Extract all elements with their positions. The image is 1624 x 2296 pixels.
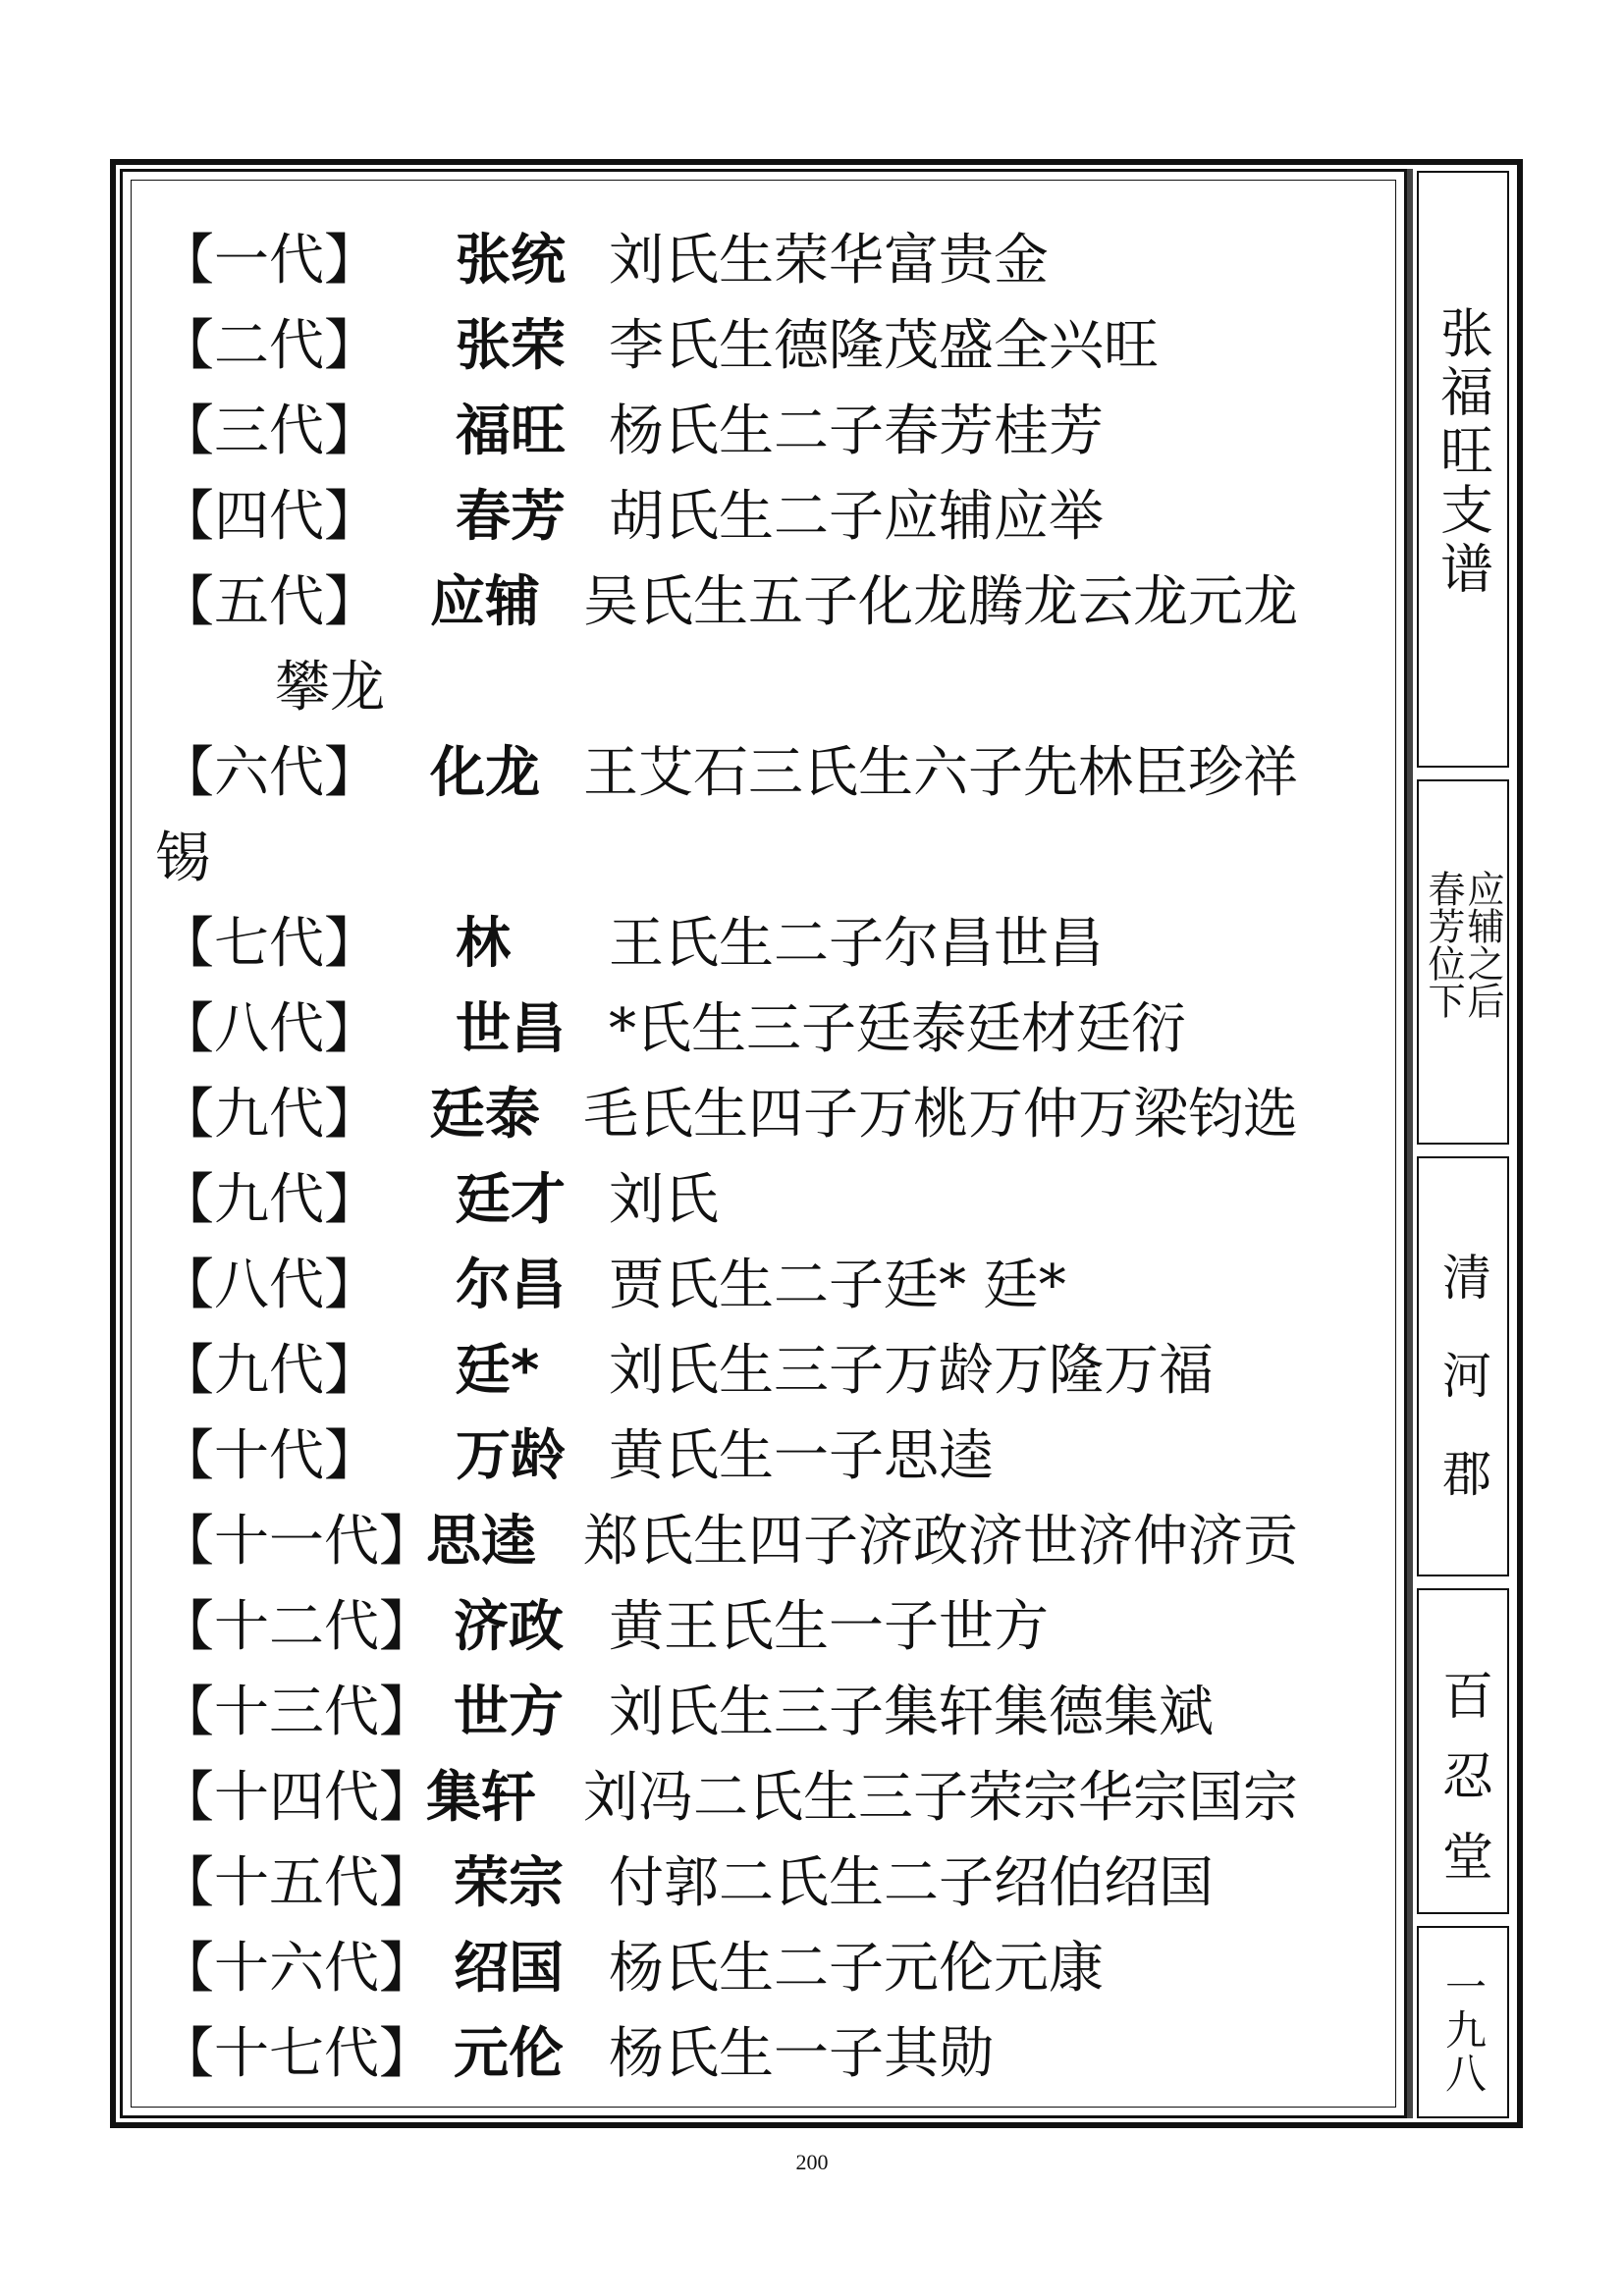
generation-label: 【十四代】: [159, 1766, 434, 1830]
spouse-and-children: 杨氏生一子其勋: [609, 2022, 994, 2086]
spouse-and-children: 毛氏生四子万桃万仲万梁钧选: [583, 1083, 1298, 1147]
spouse-and-children: 刘氏生三子集轩集德集斌: [609, 1681, 1214, 1744]
generation-label: 【三代】: [159, 400, 379, 463]
generation-label: 【一代】: [159, 229, 379, 293]
continuation-line: 锡: [155, 827, 210, 890]
spouse-and-children: 刘氏: [609, 1168, 719, 1232]
page-number: 200: [795, 2150, 829, 2174]
person-name: 荣宗: [454, 1851, 564, 1915]
spouse-and-children: 杨氏生二子元伦元康: [609, 1937, 1104, 2001]
spouse-and-children: 贾氏生二子廷* 廷*: [609, 1254, 1066, 1317]
spouse-and-children: 刘氏生三子万龄万隆万福: [609, 1339, 1214, 1403]
generation-label: 【九代】: [159, 1083, 379, 1147]
person-name: 廷才: [456, 1168, 566, 1232]
generation-line: [159, 1414, 1377, 1499]
person-name: 春芳: [456, 485, 566, 549]
generation-line: [159, 987, 1377, 1072]
spouse-and-children: 胡氏生二子应辅应举: [609, 485, 1104, 549]
spouse-and-children: 黄王氏生一子世方: [609, 1595, 1049, 1659]
spouse-and-children: 王艾石三氏生六子先林臣珍祥: [583, 741, 1298, 805]
person-name: 廷泰: [430, 1083, 540, 1147]
genealogy-lines: [155, 218, 1377, 2097]
leaf-number: 一九八: [1439, 1965, 1488, 2095]
person-name: 廷*: [456, 1339, 540, 1403]
generation-label: 【十六代】: [159, 1937, 434, 2001]
generation-line: [159, 389, 1377, 474]
person-name: 张荣: [456, 314, 566, 378]
generation-label: 【十三代】: [159, 1681, 434, 1744]
generation-line: [159, 2011, 1377, 2097]
generation-label: 【七代】: [159, 912, 379, 976]
person-name: 福旺: [456, 400, 566, 463]
generation-line: [159, 303, 1377, 389]
person-name: 化龙: [430, 741, 540, 805]
person-name: 济政: [454, 1595, 564, 1659]
generation-line: [159, 1670, 1377, 1755]
branch-line-a: 春芳位下: [1422, 870, 1465, 1019]
spouse-and-children: 郑氏生四子济政济世济仲济贡: [583, 1510, 1298, 1574]
person-name: 林: [456, 912, 511, 976]
spouse-and-children: 杨氏生二子春芳桂芳: [609, 400, 1104, 463]
generation-line: [159, 218, 1377, 303]
side-branch-cell: [1417, 779, 1509, 1145]
branch-line-b: 应辅之后: [1461, 870, 1504, 1019]
generation-line: [159, 1157, 1377, 1243]
spouse-and-children: 李氏生德隆茂盛全兴旺: [609, 314, 1159, 378]
generation-line: [159, 730, 1377, 816]
generation-line: [159, 901, 1377, 987]
generation-label: 【四代】: [159, 485, 379, 549]
generation-line: [159, 474, 1377, 560]
hall-name: 百忍堂: [1433, 1669, 1492, 1910]
person-name: 尔昌: [456, 1254, 566, 1317]
person-name: 应辅: [430, 570, 540, 634]
person-name: 元伦: [454, 2022, 564, 2086]
person-name: 集轩: [426, 1766, 536, 1830]
continuation-line: 攀龙: [275, 656, 385, 720]
generation-line: [159, 1926, 1377, 2011]
generation-label: 【二代】: [159, 314, 379, 378]
person-name: 张统: [456, 229, 566, 293]
side-commandery-cell: [1417, 1156, 1509, 1576]
generation-label: 【八代】: [159, 1254, 379, 1317]
generation-line: [159, 1584, 1377, 1670]
side-leaf-cell: [1417, 1926, 1509, 2118]
generation-label: 【十代】: [159, 1424, 379, 1488]
spouse-and-children: *氏生三子廷泰廷材廷衍: [609, 997, 1186, 1061]
person-name: 世昌: [456, 997, 566, 1061]
spouse-and-children: 刘冯二氏生三子荣宗华宗国宗: [583, 1766, 1298, 1830]
generation-label: 【八代】: [159, 997, 379, 1061]
spouse-and-children: 吴氏生五子化龙腾龙云龙元龙: [583, 570, 1298, 634]
generation-label: 【五代】: [159, 570, 379, 634]
side-hall-cell: [1417, 1588, 1509, 1914]
person-name: 思逵: [426, 1510, 536, 1574]
generation-label: 【九代】: [159, 1168, 379, 1232]
spouse-and-children: 付郭二氏生二子绍伯绍国: [609, 1851, 1214, 1915]
generation-line: [159, 1841, 1377, 1926]
side-title-cell: [1417, 171, 1509, 768]
generation-label: 【十七代】: [159, 2022, 434, 2086]
generation-line: [159, 1328, 1377, 1414]
generation-label: 【十一代】: [159, 1510, 434, 1574]
spouse-and-children: 刘氏生荣华富贵金: [609, 229, 1049, 293]
person-name: 绍国: [454, 1937, 564, 2001]
commandery-name: 清河郡: [1435, 1252, 1491, 1546]
generation-label: 【十五代】: [159, 1851, 434, 1915]
generation-label: 【六代】: [159, 741, 379, 805]
genealogy-title: 张福旺支谱: [1432, 305, 1494, 600]
generation-label: 【十二代】: [159, 1595, 434, 1659]
side-column: [1413, 165, 1517, 2122]
generation-line: [159, 1755, 1377, 1841]
generation-label: 【九代】: [159, 1339, 379, 1403]
generation-line: [159, 1072, 1377, 1157]
person-name: 世方: [454, 1681, 564, 1744]
person-name: 万龄: [456, 1424, 566, 1488]
generation-line: [159, 1243, 1377, 1328]
generation-line: [159, 1499, 1377, 1584]
spouse-and-children: 黄氏生一子思逵: [609, 1424, 994, 1488]
generation-line: [159, 560, 1377, 645]
spouse-and-children: 王氏生二子尔昌世昌: [609, 912, 1104, 976]
